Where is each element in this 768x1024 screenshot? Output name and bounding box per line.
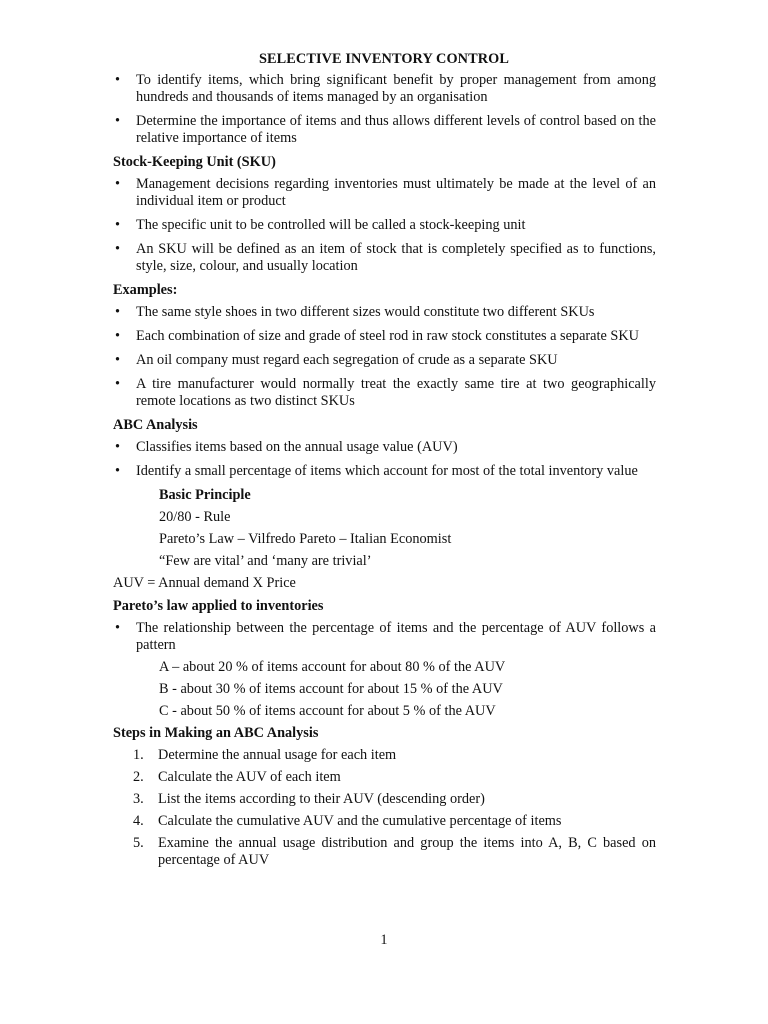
class-line-b: B - about 30 % of items account for about 15 % of the AUV bbox=[159, 681, 503, 697]
page-content bbox=[113, 72, 656, 874]
bullet-icon: • bbox=[115, 352, 121, 368]
sku-bullet-list bbox=[113, 176, 656, 275]
section-heading-pareto: Pareto’s law applied to inventories bbox=[113, 598, 324, 614]
list-item: 2. Calculate the AUV of each item bbox=[133, 769, 341, 785]
principle-line: “Few are vital’ and ‘many are trivial’ bbox=[159, 553, 372, 569]
class-line-a: A – about 20 % of items account for about 80 % of the AUV bbox=[159, 659, 506, 675]
list-item: 1. Determine the annual usage for each item bbox=[133, 747, 397, 763]
bullet-icon: • bbox=[115, 113, 121, 129]
bullet-icon: • bbox=[115, 439, 121, 455]
list-item: 5. Examine the annual usage distribution and group the items into A, B, C based on percentage of AUV bbox=[133, 835, 656, 868]
bullet-icon: • bbox=[115, 304, 121, 320]
list-item: • The relationship between the percentage of items and the percentage of AUV follows a pattern bbox=[115, 620, 656, 653]
list-item: • The same style shoes in two different sizes would constitute two different SKUs bbox=[115, 304, 595, 320]
section-heading-examples: Examples: bbox=[113, 282, 178, 298]
section-heading-steps: Steps in Making an ABC Analysis bbox=[113, 725, 319, 741]
list-item: • To identify items, which bring significant benefit by proper management from among hundreds and thousands of items managed by an organisation bbox=[115, 72, 656, 105]
abc-bullet-list bbox=[113, 439, 656, 480]
step-number: 1. bbox=[133, 747, 144, 763]
step-number: 5. bbox=[133, 835, 144, 851]
bullet-icon: • bbox=[115, 376, 121, 392]
list-item: • An SKU will be defined as an item of stock that is completely specified as to functions, style, size, colour, and usually location bbox=[115, 241, 656, 274]
list-item: • A tire manufacturer would normally treat the exactly same tire at two geographically remote locations as two distinct SKUs bbox=[115, 376, 656, 409]
step-number: 3. bbox=[133, 791, 144, 807]
section-heading-abc: ABC Analysis bbox=[113, 417, 198, 433]
list-item: • Each combination of size and grade of steel rod in raw stock constitutes a separate SKU bbox=[115, 328, 640, 344]
bullet-icon: • bbox=[115, 463, 121, 479]
bullet-icon: • bbox=[115, 72, 121, 88]
bullet-icon: • bbox=[115, 241, 121, 257]
principle-line: 20/80 - Rule bbox=[159, 509, 231, 525]
list-item: • Identify a small percentage of items which account for most of the total inventory value bbox=[115, 463, 638, 479]
list-item: • Determine the importance of items and thus allows different levels of control based on the relative importance of items bbox=[115, 113, 656, 146]
bullet-icon: • bbox=[115, 176, 121, 192]
pareto-bullet-list bbox=[113, 620, 656, 654]
step-number: 2. bbox=[133, 769, 144, 785]
list-item: • Classifies items based on the annual usage value (AUV) bbox=[115, 439, 458, 455]
page-number: 1 bbox=[380, 932, 388, 948]
class-line-c: C - about 50 % of items account for about 5 % of the AUV bbox=[159, 703, 496, 719]
bullet-icon: • bbox=[115, 217, 121, 233]
list-item: 4. Calculate the cumulative AUV and the cumulative percentage of items bbox=[133, 813, 562, 829]
principle-line: Pareto’s Law – Vilfredo Pareto – Italian Economist bbox=[159, 531, 452, 547]
examples-bullet-list bbox=[113, 304, 656, 410]
list-item: 3. List the items according to their AUV (descending order) bbox=[133, 791, 485, 807]
intro-bullet-list bbox=[113, 72, 656, 147]
basic-principle-heading: Basic Principle bbox=[159, 487, 251, 503]
list-item: • Management decisions regarding inventories must ultimately be made at the level of an individual item or product bbox=[115, 176, 656, 209]
bullet-icon: • bbox=[115, 620, 121, 636]
list-item: • An oil company must regard each segregation of crude as a separate SKU bbox=[115, 352, 558, 368]
auv-formula: AUV = Annual demand X Price bbox=[113, 575, 296, 591]
section-heading-sku: Stock-Keeping Unit (SKU) bbox=[113, 154, 276, 170]
bullet-icon: • bbox=[115, 328, 121, 344]
list-item: • The specific unit to be controlled will be called a stock-keeping unit bbox=[115, 217, 526, 233]
step-number: 4. bbox=[133, 813, 144, 829]
page-title: SELECTIVE INVENTORY CONTROL bbox=[258, 51, 510, 67]
steps-numbered-list bbox=[113, 747, 656, 869]
